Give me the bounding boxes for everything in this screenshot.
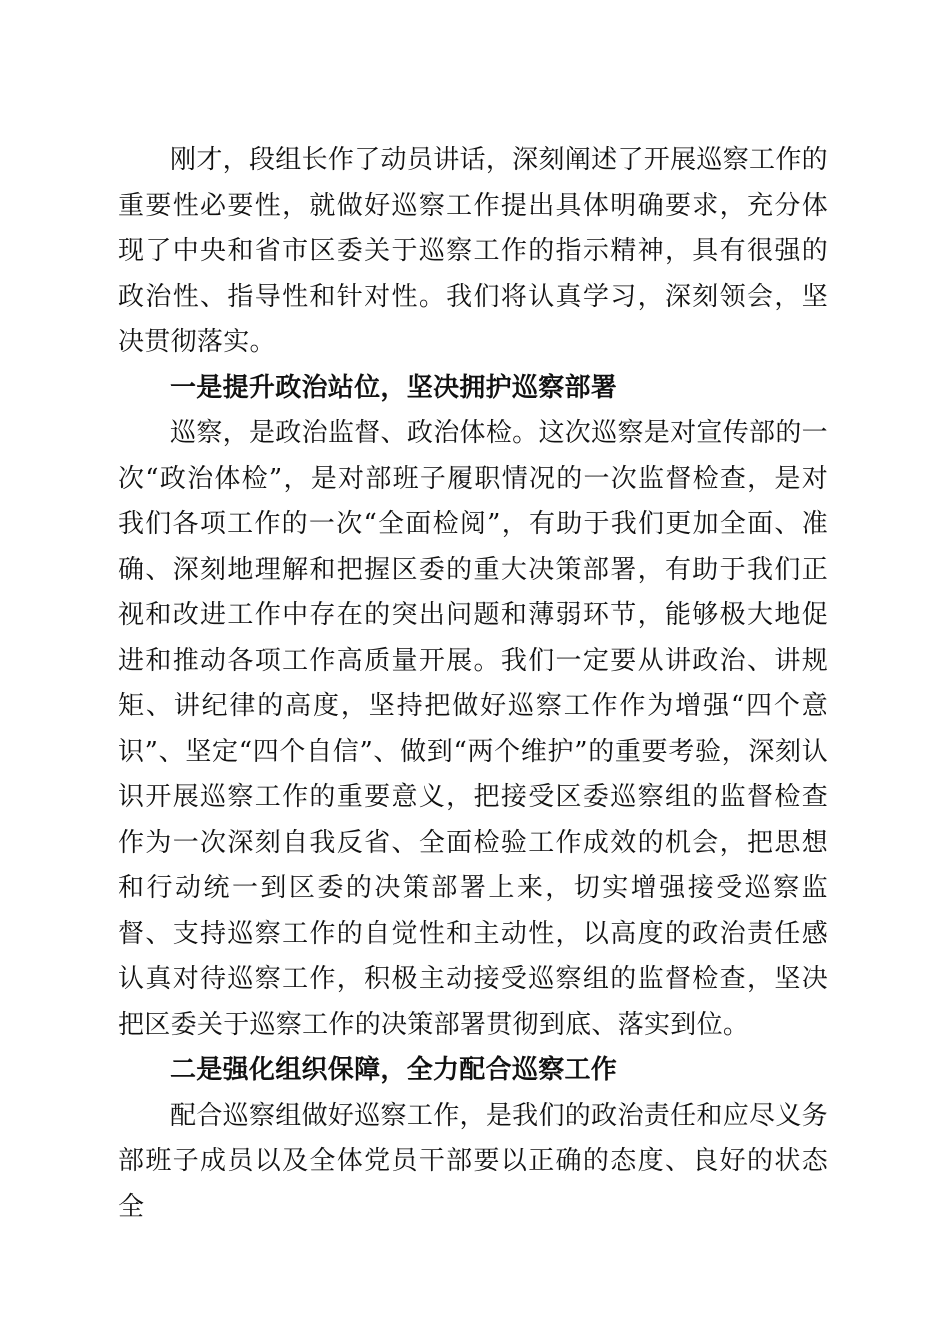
document-body xyxy=(118,138,828,1230)
section-heading-2: 二是强化组织保障，全力配合巡察工作 xyxy=(170,1055,618,1085)
paragraph-section-2: 配合巡察组做好巡察工作，是我们的政治责任和应尽义务部班子成员以及全体党员干部要以正确的态度、良好的状态全 xyxy=(118,1100,828,1222)
paragraph-section-1: 巡察，是政治监督、政治体检。这次巡察是对宣传部的一次“政治体检”，是对部班子履职情况的一次监督检查，是对我们各项工作的一次“全面检阅”，有助于我们更加全面、准确、深刻地理解和把握区委的重大决策部署，有助于我们正视和改进工作中存在的突出问题和薄弱环节，能够极大地促进和推动各项工作高质量开展。我们一定要从讲政治、讲规矩、讲纪律的高度，坚持把做好巡察工作作为增强“四个意识”、坚定“四个自信”、做到“两个维护”的重要考验，深刻认识开展巡察工作的重要意义，把接受区委巡察组的监督检查作为一次深刻自我反省、全面检验工作成效的机会，把思想和行动统一到区委的决策部署上来，切实增强接受巡察监督、支持巡察工作的自觉性和主动性，以高度的政治责任感认真对待巡察工作，积极主动接受巡察组的监督检查，坚决把区委关于巡察工作的决策部署贯彻到底、落实到位。 xyxy=(118,418,828,1040)
paragraph-opening: 刚才，段组长作了动员讲话，深刻阐述了开展巡察工作的重要性必要性，就做好巡察工作提出具体明确要求，充分体现了中央和省市区委关于巡察工作的指示精神，具有很强的政治性、指导性和针对性。我们将认真学习，深刻领会，坚决贯彻落实。 xyxy=(118,145,828,357)
section-heading-1: 一是提升政治站位，坚决拥护巡察部署 xyxy=(170,372,618,403)
